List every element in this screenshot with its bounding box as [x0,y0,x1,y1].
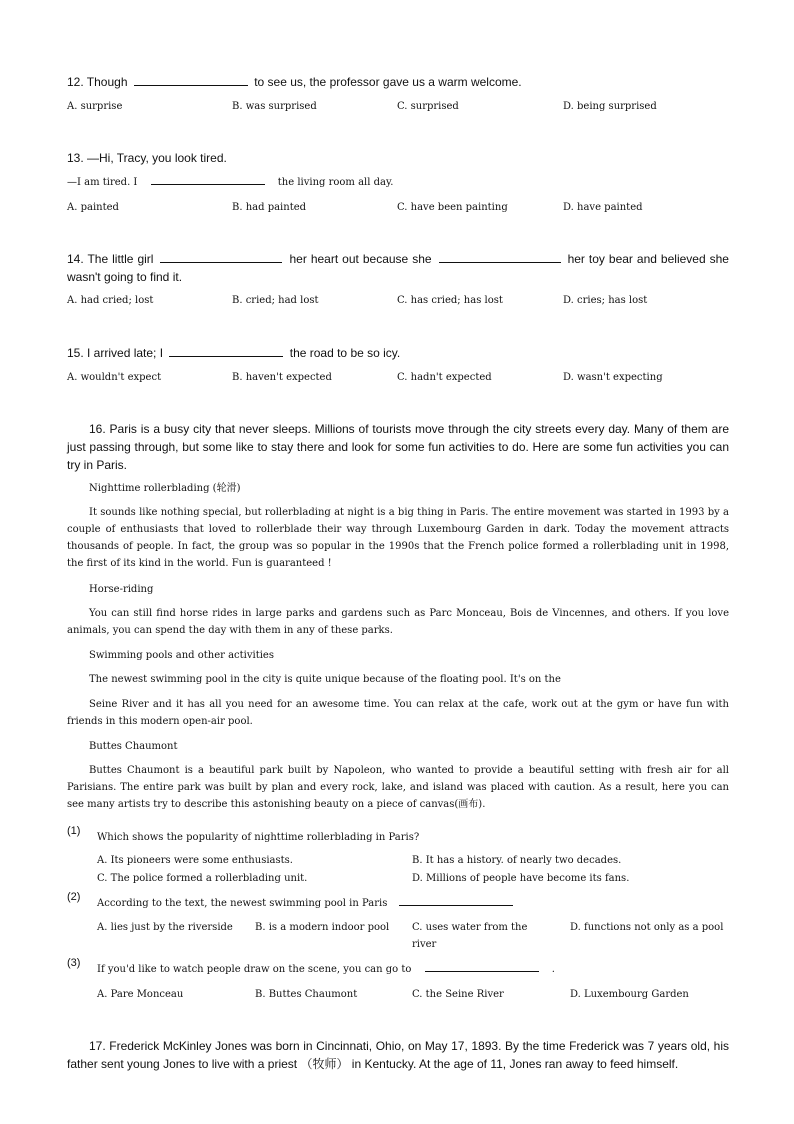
sub-question-number: (3) [67,957,81,969]
section-heading-rollerblading: Nighttime rollerblading (轮滑) [89,483,241,494]
option-a[interactable]: A. Its pioneers were some enthusiasts. [97,855,293,866]
paragraph-horse-riding: You can still find horse rides in large parks and gardens such as Parc Monceau, Bois de Vincennes, and others. If you love animals, you can spend the day with them in any of these parks. [67,608,729,636]
option-c[interactable]: C. has cried; has lost [397,295,503,306]
option-c[interactable]: C. uses water from the river [412,922,528,950]
answer-blank[interactable] [134,75,248,86]
answer-blank[interactable] [169,346,283,357]
answer-blank[interactable] [160,252,282,263]
answer-blank[interactable] [425,961,539,972]
option-c[interactable]: C. The police formed a rollerblading unit. [97,873,308,884]
section-heading-swimming: Swimming pools and other activities [89,650,274,661]
answer-blank[interactable] [399,895,513,906]
question-16-intro: 16. Paris is a busy city that never sleeps. Millions of tourists move through the city streets every day. Many of them are just passing through, but some like to stay there and look for some fun activities to do. Here are some fun activities you can try in Paris. [67,422,729,472]
question-14-options [67,292,729,310]
option-c[interactable]: C. the Seine River [412,989,504,1000]
option-a[interactable]: A. surprise [67,101,123,112]
question-13-options [67,199,729,217]
option-b[interactable]: B. was surprised [232,101,317,112]
section-heading-buttes-chaumont: Buttes Chaumont [89,741,178,752]
question-17-text: 17. Frederick McKinley Jones was born in Cincinnati, Ohio, on May 17, 1893. By the time Frederick was 7 years old, his father sent young Jones to live with a priest （牧师） in Kentucky. At the age of 11, Jones ran away to feed himself. [67,1039,729,1071]
option-d[interactable]: D. functions not only as a pool [570,922,724,933]
option-d[interactable]: D. have painted [563,202,643,213]
option-b[interactable]: B. It has a history. of nearly two decades. [412,855,622,866]
option-d[interactable]: D. Luxembourg Garden [570,989,689,1000]
answer-blank[interactable] [439,252,561,263]
option-a[interactable]: A. painted [67,202,119,213]
option-b[interactable]: B. had painted [232,202,307,213]
paragraph-rollerblading: It sounds like nothing special, but rollerblading at night is a big thing in Paris. The entire movement was started in 1993 by a couple of enthusiasts that loved to rollerblade their way through Luxembourg Garden in dark. Today the movement attracts thousands of people. In fact, the group was so popular in the 1990s that the French police formed a rollerblading unit in 1998, the first of its kind in the world. Fun is guaranteed ! [67,507,729,569]
option-d[interactable]: D. wasn't expecting [563,372,663,383]
sub-question-3-text: If you'd like to watch people draw on the scene, you can go to . [97,961,555,978]
sub-question-2-text: According to the text, the newest swimming pool in Paris [97,895,516,912]
option-c[interactable]: C. surprised [397,101,459,112]
option-d[interactable]: D. Millions of people have become its fans. [412,873,630,884]
question-13-stem: 13. —Hi, Tracy, you look tired. [67,151,227,165]
question-12-stem: 12. Though to see us, the professor gave us a warm welcome. [67,75,522,89]
option-c[interactable]: C. hadn't expected [397,372,492,383]
sub-question-number: (1) [67,825,81,837]
question-15-options [67,369,729,387]
option-a[interactable]: A. lies just by the riverside [97,922,233,933]
question-12-options [67,98,729,116]
paragraph-buttes-chaumont: Buttes Chaumont is a beautiful park built by Napoleon, who wanted to provide a beautiful setting with fresh air for all Parisians. The entire park was built by plan and every rock, lake, and island was placed with caution. As a result, here you can see many artists try to describe this astonishing beauty on a piece of canvas(画布). [67,765,729,810]
option-b[interactable]: B. haven't expected [232,372,332,383]
option-d[interactable]: D. cries; has lost [563,295,648,306]
sub-question-1-text: Which shows the popularity of nighttime rollerblading in Paris? [97,832,420,843]
paragraph-swimming-line1: The newest swimming pool in the city is quite unique because of the floating pool. It's on the [89,674,561,685]
paragraph-swimming: Seine River and it has all you need for an awesome time. You can relax at the cafe, work out at the gym or have fun with friends in this modern open-air pool. [67,699,729,727]
option-c[interactable]: C. have been painting [397,202,508,213]
question-13-reply: —I am tired. I the living room all day. [67,174,729,191]
option-a[interactable]: A. Pare Monceau [97,989,184,1000]
answer-blank[interactable] [151,174,265,185]
question-14-stem: 14. The little girl her heart out because she her toy bear and believed she wasn't going to find it. [67,252,729,284]
option-b[interactable]: B. Buttes Chaumont [255,989,358,1000]
option-a[interactable]: A. wouldn't expect [67,372,162,383]
option-a[interactable]: A. had cried; lost [67,295,154,306]
sub-question-number: (2) [67,891,81,903]
question-15-stem: 15. I arrived late; I the road to be so icy. [67,346,401,360]
section-heading-horse-riding: Horse-riding [89,584,154,595]
option-b[interactable]: B. cried; had lost [232,295,319,306]
option-d[interactable]: D. being surprised [563,101,657,112]
option-b[interactable]: B. is a modern indoor pool [255,922,390,933]
